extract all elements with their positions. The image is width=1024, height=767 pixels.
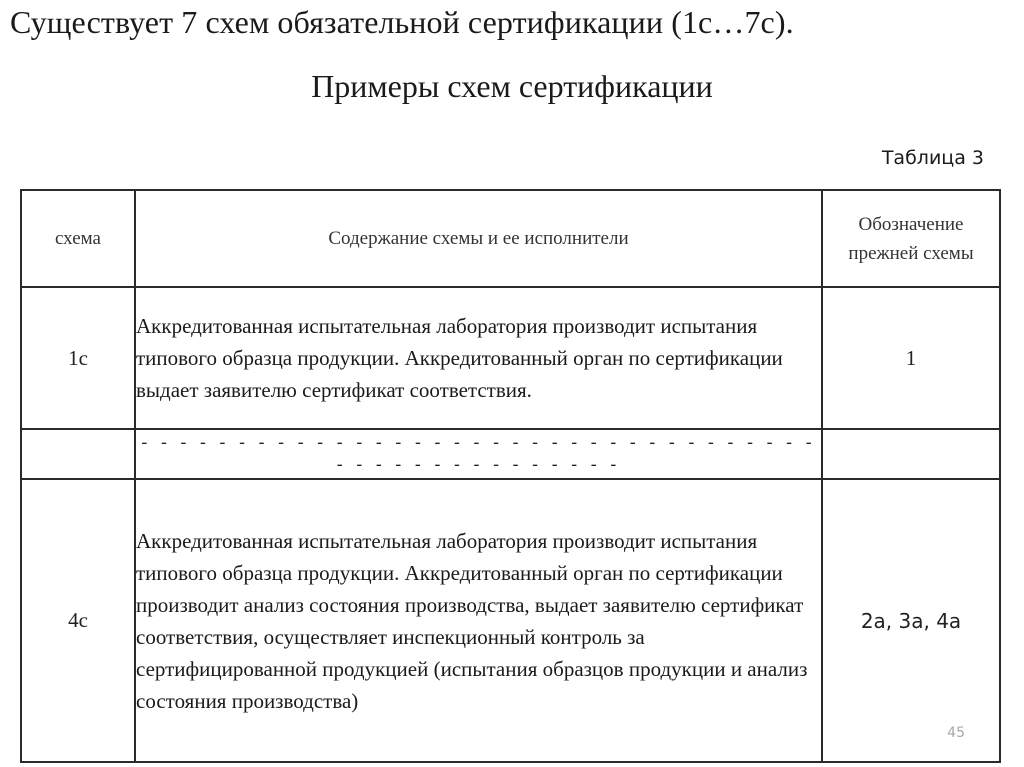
scheme-cell bbox=[21, 429, 135, 479]
table-row bbox=[21, 479, 1000, 762]
scheme-cell: 1с bbox=[21, 287, 135, 429]
header-content: Содержание схемы и ее исполнители bbox=[135, 190, 822, 287]
previous-designation-cell bbox=[822, 429, 1000, 479]
page-subheading: Примеры схем сертификации bbox=[311, 68, 713, 104]
table-row bbox=[21, 287, 1000, 429]
header-scheme: схема bbox=[21, 190, 135, 287]
table-caption: Таблица 3 bbox=[881, 147, 984, 169]
previous-designation-cell: 2а, 3а, 4а bbox=[822, 479, 1000, 762]
table-header-row bbox=[21, 190, 1000, 287]
content-cell: Аккредитованная испытательная лаборатория производит испытания типового образца продукции. Аккредитованный орган по сертификации выдает заявителю сертификат соответствия. bbox=[135, 287, 822, 429]
slide-page-number: 45 bbox=[947, 725, 965, 741]
content-cell: Аккредитованная испытательная лаборатория производит испытания типового образца продукции. Аккредитованный орган по сертификации производит анализ состояния производства, выдает заявителю сертификат соответствия, осуществляет инспекционный контроль за сертифицированной продукцией (испытания образцов продукции и анализ состояния производства) bbox=[135, 479, 822, 762]
previous-designation-cell: 1 bbox=[822, 287, 1000, 429]
scheme-cell: 4с bbox=[21, 479, 135, 762]
certification-schemes-table bbox=[20, 189, 1001, 763]
header-previous-designation: Обозначение прежней схемы bbox=[822, 190, 1000, 287]
page-heading: Существует 7 схем обязательной сертификации (1с…7с). bbox=[10, 4, 794, 40]
omitted-rows-dashes: - - - - - - - - - - - - - - - - - - - - - - - - - - - - - - - - - - - - - - - - - - - - - - - - - - bbox=[135, 429, 822, 479]
table-row-omitted bbox=[21, 429, 1000, 479]
